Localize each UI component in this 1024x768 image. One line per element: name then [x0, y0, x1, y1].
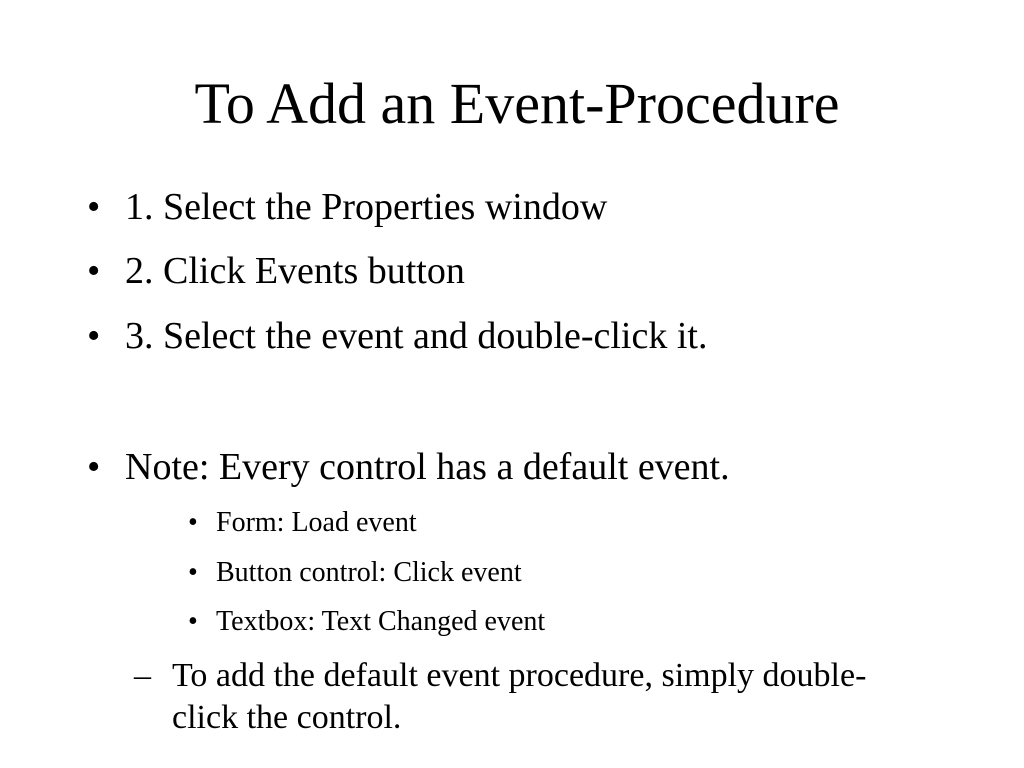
step-text-2: 2. Click Events button	[125, 250, 465, 292]
bullet-icon: •	[87, 315, 101, 357]
slide-title: To Add an Event-Procedure	[194, 71, 840, 136]
note-text: Note: Every control has a default event.	[125, 446, 730, 488]
bullet-icon: •	[87, 250, 101, 292]
example-text-3: Textbox: Text Changed event	[216, 606, 546, 637]
step-text-3: 3. Select the event and double-click it.	[125, 315, 708, 357]
tip-text: To add the default event procedure, simply double-click the control.	[172, 657, 867, 736]
bullet-icon: •	[188, 507, 198, 538]
step-text-1: 1. Select the Properties window	[125, 186, 608, 228]
bullet-icon: •	[188, 557, 198, 588]
example-text-1: Form: Load event	[216, 507, 417, 538]
bullet-icon: •	[87, 186, 101, 228]
bullet-icon: •	[87, 446, 101, 488]
dash-icon: –	[134, 657, 151, 694]
example-text-2: Button control: Click event	[216, 557, 522, 588]
bullet-icon: •	[188, 606, 198, 637]
